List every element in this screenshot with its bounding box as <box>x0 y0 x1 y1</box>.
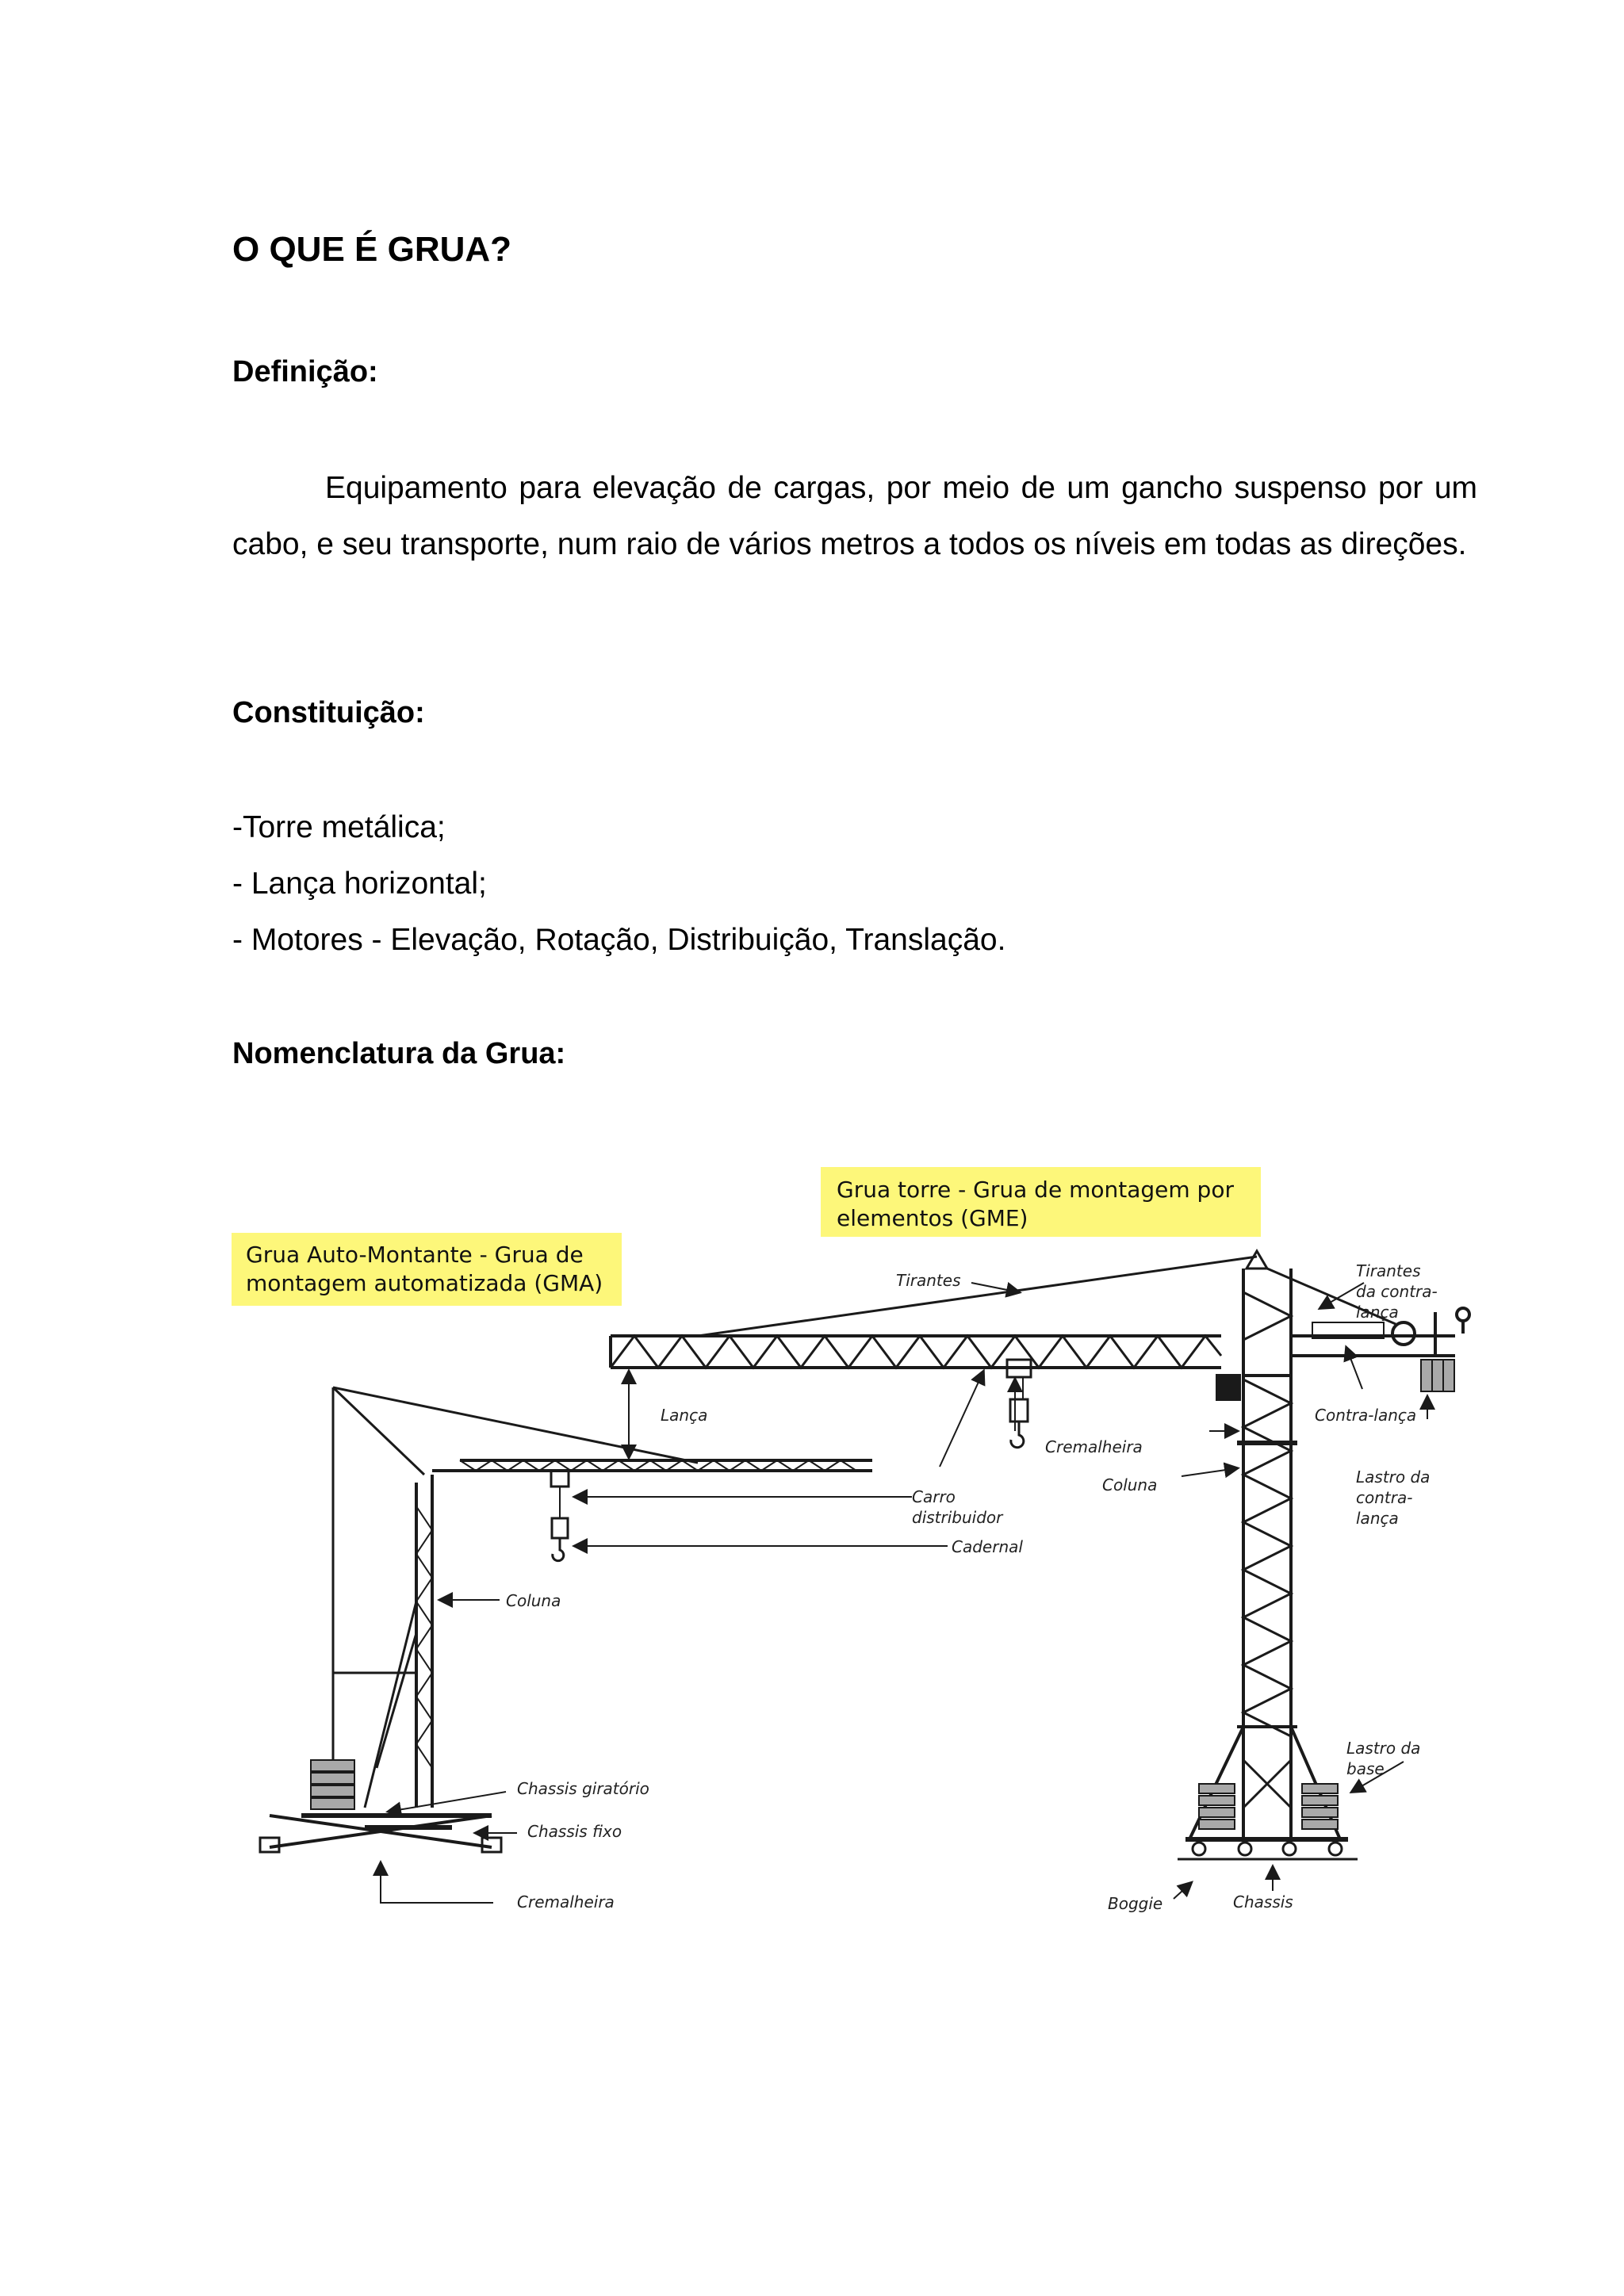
label-tirantes-contra-lanca-3: lança <box>1356 1303 1399 1322</box>
list-item: - Lança horizontal; <box>232 867 487 901</box>
label-lastro-base-2: base <box>1346 1759 1385 1778</box>
label-boggie: Boggie <box>1108 1894 1163 1913</box>
constitution-list <box>232 799 1005 968</box>
label-tirantes: Tirantes <box>896 1271 961 1290</box>
label-contra-lanca: Contra-lança <box>1315 1406 1417 1425</box>
label-lastro-base-1: Lastro da <box>1346 1739 1421 1758</box>
definition-paragraph: Equipamento para elevação de cargas, por meio de um gancho suspenso por um cabo, e seu transporte, num raio de vários metros a todos os níveis em todas as direções. <box>232 471 1477 561</box>
label-lastro-contra-lanca-3: lança <box>1356 1509 1399 1528</box>
label-tirantes-contra-lanca-2: da contra- <box>1356 1282 1438 1301</box>
gme-title-line1: Grua torre - Grua de montagem por <box>837 1177 1234 1203</box>
nomenclature-heading: Nomenclatura da Grua: <box>232 1037 566 1070</box>
label-coluna-left: Coluna <box>506 1591 561 1610</box>
list-item: - Motores - Elevação, Rotação, Distribuição, Translação. <box>232 923 1006 957</box>
gma-title-line2: montagem automatizada (GMA) <box>246 1270 603 1296</box>
label-lastro-contra-lanca-2: contra- <box>1356 1488 1413 1507</box>
label-chassis: Chassis <box>1233 1892 1293 1911</box>
definition-heading: Definição: <box>232 355 378 388</box>
label-lanca: Lança <box>661 1406 708 1425</box>
label-tirantes-contra-lanca-1: Tirantes <box>1356 1261 1421 1280</box>
label-carro-1: Carro <box>912 1487 956 1506</box>
list-item: -Torre metálica; <box>232 810 446 844</box>
page-title: O QUE É GRUA? <box>232 230 512 269</box>
label-cadernal: Cadernal <box>952 1537 1023 1556</box>
crane-nomenclature-diagram <box>222 1158 1491 1934</box>
gma-title-line1: Grua Auto-Montante - Grua de <box>246 1242 584 1268</box>
label-coluna-right: Coluna <box>1102 1475 1158 1494</box>
constitution-heading: Constituição: <box>232 696 425 729</box>
label-lastro-contra-lanca-1: Lastro da <box>1356 1468 1431 1487</box>
tower-crane-drawing <box>611 1251 1469 1859</box>
label-carro-2: distribuidor <box>912 1508 1003 1527</box>
label-cremalheira-top: Cremalheira <box>1045 1437 1143 1456</box>
label-cremalheira-bottom: Cremalheira <box>517 1892 615 1911</box>
label-chassis-giratorio: Chassis giratório <box>517 1779 649 1798</box>
gme-title-line2: elementos (GME) <box>837 1205 1028 1231</box>
label-chassis-fixo: Chassis fixo <box>527 1822 622 1841</box>
